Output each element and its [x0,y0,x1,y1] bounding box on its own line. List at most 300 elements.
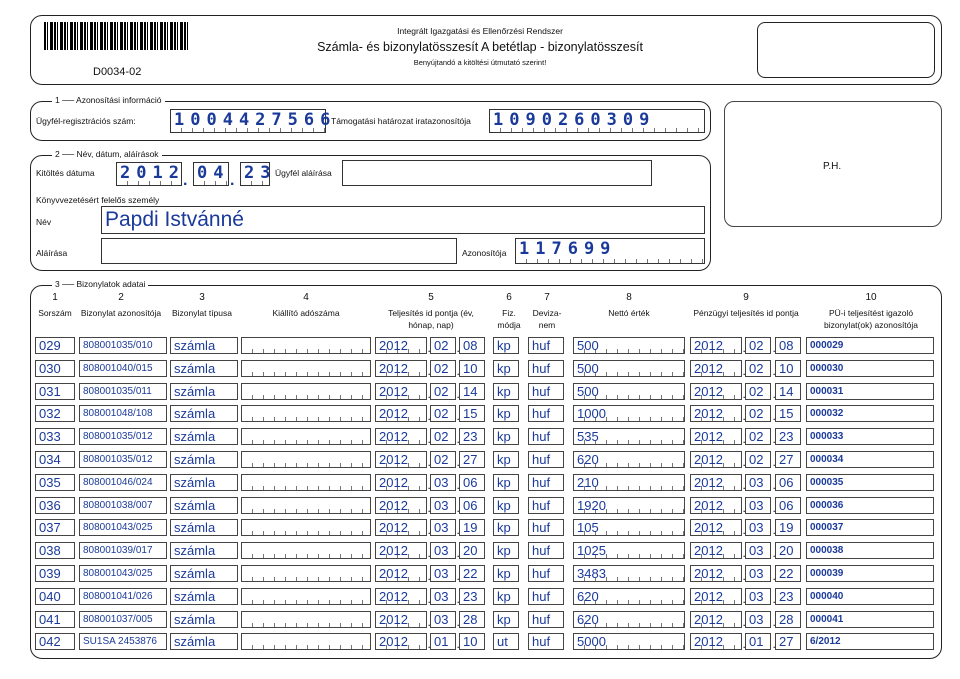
document-id-cell[interactable]: SU1SA 2453876 [79,633,167,650]
currency-cell[interactable]: huf [528,497,564,514]
row-number-cell[interactable]: 034 [35,451,75,468]
fulfillment-date-dot: . [427,500,431,515]
payment-month-cell[interactable]: 03 [745,542,771,559]
column-header: Nettó érték [608,308,650,318]
issuer-tax-id-cell[interactable] [241,474,371,491]
payment-month-cell[interactable]: 03 [745,588,771,605]
fill-date-month[interactable]: 04 [193,162,229,186]
fulfillment-date-dot: . [427,386,431,401]
issuer-tax-id-cell[interactable] [241,588,371,605]
fulfillment-month-cell[interactable]: 03 [430,611,456,628]
net-value-cell[interactable]: 1000 [573,405,685,422]
payment-date-dot: . [772,409,776,424]
signature-label: Aláírása [36,248,68,258]
fulfillment-year-cell[interactable]: 2012 [375,428,427,445]
fulfillment-year-cell[interactable]: 2012 [375,451,427,468]
payment-date-dot: . [772,614,776,629]
fulfillment-date-dot: . [427,409,431,424]
payment-date-dot: . [742,477,746,492]
payment-year-cell[interactable]: 2012 [690,565,742,582]
document-id-cell[interactable]: 808001035/012 [79,451,167,468]
payment-year-cell[interactable]: 2012 [690,383,742,400]
document-type-cell[interactable]: számla [170,451,238,468]
payment-date-dot: . [742,432,746,447]
currency-cell[interactable]: huf [528,360,564,377]
payment-month-cell[interactable]: 02 [745,383,771,400]
date-separator: . [230,172,235,189]
name-field[interactable]: Papdi Istvánné [101,206,705,234]
payment-month-cell[interactable]: 03 [745,497,771,514]
date-separator: . [183,172,188,189]
client-id-field[interactable]: 1004427566 [170,109,326,133]
column-header: Bizonylat azonosítója [80,308,162,318]
section-3-title: 3 ── Bizonylatok adatai [52,279,148,289]
payment-date-dot: . [742,591,746,606]
payment-date-dot: . [742,386,746,401]
fulfillment-year-cell[interactable]: 2012 [375,497,427,514]
payment-year-cell[interactable]: 2012 [690,519,742,536]
fulfillment-date-dot: . [427,591,431,606]
fulfillment-date-dot: . [427,477,431,492]
fulfillment-date-dot: . [427,614,431,629]
payment-document-id-cell[interactable]: 000039 [806,565,934,582]
payment-day-cell[interactable]: 27 [775,633,801,650]
payment-date-dot: . [742,500,746,515]
document-type-cell[interactable]: számla [170,405,238,422]
net-value-cell[interactable]: 535 [573,428,685,445]
fulfillment-date-dot: . [456,614,460,629]
row-number-cell[interactable]: 030 [35,360,75,377]
fulfillment-month-cell[interactable]: 03 [430,588,456,605]
fulfillment-day-cell[interactable]: 19 [459,519,485,536]
issuer-tax-id-cell[interactable] [241,519,371,536]
payment-date-dot: . [742,546,746,561]
payment-method-cell[interactable]: kp [493,405,519,422]
payment-year-cell[interactable]: 2012 [690,474,742,491]
document-type-cell[interactable]: számla [170,565,238,582]
fulfillment-year-cell[interactable]: 2012 [375,611,427,628]
column-header: Fiz. módja [497,308,521,330]
row-number-cell[interactable]: 041 [35,611,75,628]
column-header: Teljesítés id pontja (év, hónap, nap) [388,308,474,330]
payment-year-cell[interactable]: 2012 [690,451,742,468]
net-value-cell[interactable]: 500 [573,360,685,377]
issuer-tax-id-cell[interactable] [241,611,371,628]
fulfillment-month-cell[interactable]: 03 [430,497,456,514]
payment-date-dot: . [772,523,776,538]
section-1-title: 1 ── Azonosítási információ [52,95,165,105]
payment-day-cell[interactable]: 28 [775,611,801,628]
fulfillment-year-cell[interactable]: 2012 [375,542,427,559]
form-title: Számla- és bizonylatösszesít A betétlap - bizonylatösszesít [317,40,643,54]
document-type-cell[interactable]: számla [170,611,238,628]
column-number: 5 [428,292,434,303]
net-value-cell[interactable]: 3483 [573,565,685,582]
payment-document-id-cell[interactable]: 000033 [806,428,934,445]
issuer-tax-id-cell[interactable] [241,497,371,514]
column-number: 4 [303,292,309,303]
net-value-cell[interactable]: 1025 [573,542,685,559]
payment-method-cell[interactable]: kp [493,474,519,491]
payment-method-cell[interactable]: kp [493,383,519,400]
payment-date-dot: . [772,546,776,561]
payment-date-dot: . [742,455,746,469]
net-value-cell[interactable]: 620 [573,611,685,628]
fulfillment-year-cell[interactable]: 2012 [375,633,427,650]
document-type-cell[interactable]: számla [170,428,238,445]
payment-method-cell[interactable]: kp [493,428,519,445]
row-number-cell[interactable]: 042 [35,633,75,650]
payment-method-cell[interactable]: kp [493,588,519,605]
fulfillment-day-cell[interactable]: 22 [459,565,485,582]
payment-date-dot: . [772,386,776,401]
barcode-id-box [757,22,935,78]
fulfillment-month-cell[interactable]: 02 [430,405,456,422]
payment-date-dot: . [772,477,776,492]
payment-year-cell[interactable]: 2012 [690,428,742,445]
fulfillment-year-cell[interactable]: 2012 [375,383,427,400]
payment-document-id-cell[interactable]: 000034 [806,451,934,468]
client-signature-field[interactable] [342,160,652,186]
issuer-tax-id-cell[interactable] [241,383,371,400]
decision-id-field[interactable]: 1090260309 [489,109,705,133]
row-number-cell[interactable]: 035 [35,474,75,491]
decision-id-label: Támogatási határozat iratazonosítója [331,116,471,126]
issuer-tax-id-cell[interactable] [241,542,371,559]
fulfillment-date-dot: . [427,455,431,469]
fulfillment-date-dot: . [427,569,431,583]
column-header: Kiállító adószáma [272,308,340,318]
document-type-cell[interactable]: számla [170,360,238,377]
column-header: Sorszám [38,308,72,318]
column-header: Deviza-nem [532,308,562,330]
payment-month-cell[interactable]: 02 [745,405,771,422]
row-number-cell[interactable]: 037 [35,519,75,536]
fulfillment-month-cell[interactable]: 03 [430,565,456,582]
currency-cell[interactable]: huf [528,451,564,468]
payment-day-cell[interactable]: 06 [775,497,801,514]
currency-cell[interactable]: huf [528,337,564,354]
fulfillment-year-cell[interactable]: 2012 [375,337,427,354]
fulfillment-date-dot: . [427,432,431,447]
document-type-cell[interactable]: számla [170,519,238,536]
currency-cell[interactable]: huf [528,428,564,445]
payment-document-id-cell[interactable]: 000037 [806,519,934,536]
column-number: 9 [743,292,749,303]
column-header: Bizonylat típusa [171,308,232,318]
fulfillment-month-cell[interactable]: 03 [430,519,456,536]
payment-date-dot: . [742,569,746,583]
fulfillment-day-cell[interactable]: 27 [459,451,485,468]
fulfillment-date-dot: . [456,432,460,447]
payment-document-id-cell[interactable]: 000040 [806,588,934,605]
fulfillment-date-dot: . [427,523,431,538]
document-type-cell[interactable]: számla [170,474,238,491]
payment-month-cell[interactable]: 02 [745,428,771,445]
accountant-label: Könyvvezetésért felelős személy [36,195,160,205]
payment-month-cell[interactable]: 01 [745,633,771,650]
row-number-cell[interactable]: 036 [35,497,75,514]
fulfillment-date-dot: . [456,523,460,538]
payment-date-dot: . [772,637,776,652]
payment-document-id-cell[interactable]: 000036 [806,497,934,514]
payment-year-cell[interactable]: 2012 [690,337,742,354]
document-id-cell[interactable]: 808001035/010 [79,337,167,354]
fulfillment-day-cell[interactable]: 08 [459,337,485,354]
payment-date-dot: . [742,409,746,424]
fulfillment-year-cell[interactable]: 2012 [375,565,427,582]
document-type-cell[interactable]: számla [170,588,238,605]
document-id-cell[interactable]: 808001041/026 [79,588,167,605]
net-value-cell[interactable]: 1920 [573,497,685,514]
document-type-cell[interactable]: számla [170,633,238,650]
payment-month-cell[interactable]: 02 [745,451,771,468]
client-signature-label: Ügyfél aláírása [275,168,332,178]
payment-day-cell[interactable]: 27 [775,451,801,468]
document-id-cell[interactable]: 808001039/017 [79,542,167,559]
net-value-cell[interactable]: 500 [573,337,685,354]
document-id-cell[interactable]: 808001048/108 [79,405,167,422]
payment-method-cell[interactable]: kp [493,451,519,468]
payment-date-dot: . [742,614,746,629]
fulfillment-day-cell[interactable]: 14 [459,383,485,400]
fill-date-label: Kitöltés dátuma [36,168,95,178]
currency-cell[interactable]: huf [528,633,564,650]
currency-cell[interactable]: huf [528,405,564,422]
payment-document-id-cell[interactable]: 000030 [806,360,934,377]
payment-method-cell[interactable]: kp [493,360,519,377]
payment-year-cell[interactable]: 2012 [690,633,742,650]
row-number-cell[interactable]: 039 [35,565,75,582]
fill-date-year[interactable]: 2012 [116,162,182,186]
document-id-cell[interactable]: 808001043/025 [79,519,167,536]
payment-document-id-cell[interactable]: 000041 [806,611,934,628]
fulfillment-date-dot: . [456,341,460,355]
fulfillment-day-cell[interactable]: 10 [459,633,485,650]
net-value-cell[interactable]: 620 [573,588,685,605]
payment-document-id-cell[interactable]: 000038 [806,542,934,559]
fulfillment-day-cell[interactable]: 23 [459,428,485,445]
fulfillment-month-cell[interactable]: 02 [430,337,456,354]
currency-cell[interactable]: huf [528,519,564,536]
stamp-label: P.H. [823,161,842,172]
fulfillment-year-cell[interactable]: 2012 [375,588,427,605]
issuer-tax-id-cell[interactable] [241,337,371,354]
fulfillment-date-dot: . [456,569,460,583]
fulfillment-date-dot: . [456,500,460,515]
accountant-id-label: Azonosítója [462,248,507,258]
issuer-tax-id-cell[interactable] [241,633,371,650]
payment-year-cell[interactable]: 2012 [690,542,742,559]
payment-month-cell[interactable]: 03 [745,611,771,628]
fulfillment-month-cell[interactable]: 02 [430,451,456,468]
currency-cell[interactable]: huf [528,588,564,605]
payment-date-dot: . [742,363,746,378]
net-value-cell[interactable]: 500 [573,383,685,400]
issuer-tax-id-cell[interactable] [241,428,371,445]
fulfillment-date-dot: . [427,546,431,561]
payment-day-cell[interactable]: 15 [775,405,801,422]
payment-day-cell[interactable]: 20 [775,542,801,559]
fulfillment-month-cell[interactable]: 02 [430,428,456,445]
system-name: Integrált Igazgatási és Ellenőrzési Rendszer [397,26,563,36]
fulfillment-year-cell[interactable]: 2012 [375,474,427,491]
fulfillment-month-cell[interactable]: 02 [430,383,456,400]
row-number-cell[interactable]: 029 [35,337,75,354]
payment-method-cell[interactable]: kp [493,497,519,514]
payment-year-cell[interactable]: 2012 [690,360,742,377]
document-type-cell[interactable]: számla [170,337,238,354]
net-value-cell[interactable]: 5000 [573,633,685,650]
document-id-cell[interactable]: 808001043/025 [79,565,167,582]
column-header: PÜ-i teljesítést igazoló bizonylat(ok) azonosítója [823,308,919,330]
document-id-cell[interactable]: 808001038/007 [79,497,167,514]
payment-day-cell[interactable]: 10 [775,360,801,377]
currency-cell[interactable]: huf [528,474,564,491]
document-id-cell[interactable]: 808001035/011 [79,383,167,400]
section-2-title: 2 ── Név, dátum, aláírások [52,149,162,159]
payment-year-cell[interactable]: 2012 [690,611,742,628]
client-id-label: Ügyfél-regisztrációs szám: [36,116,136,126]
row-number-cell[interactable]: 038 [35,542,75,559]
payment-month-cell[interactable]: 03 [745,565,771,582]
payment-date-dot: . [772,569,776,583]
fulfillment-month-cell[interactable]: 03 [430,474,456,491]
currency-cell[interactable]: huf [528,542,564,559]
payment-date-dot: . [772,341,776,355]
row-number-cell[interactable]: 032 [35,405,75,422]
payment-month-cell[interactable]: 03 [745,519,771,536]
payment-method-cell[interactable]: kp [493,542,519,559]
payment-document-id-cell[interactable]: 000035 [806,474,934,491]
payment-document-id-cell[interactable]: 000032 [806,405,934,422]
net-value-cell[interactable]: 105 [573,519,685,536]
column-number: 6 [506,292,512,303]
form-note: Benyújtandó a kitöltési útmutató szerint! [413,58,547,67]
payment-month-cell[interactable]: 02 [745,337,771,354]
issuer-tax-id-cell[interactable] [241,451,371,468]
document-id-cell[interactable]: 808001037/005 [79,611,167,628]
payment-method-cell[interactable]: kp [493,337,519,354]
fulfillment-date-dot: . [456,591,460,606]
fulfillment-date-dot: . [456,477,460,492]
fulfillment-month-cell[interactable]: 03 [430,542,456,559]
payment-method-cell[interactable]: ut [493,633,519,650]
fulfillment-day-cell[interactable]: 06 [459,474,485,491]
payment-year-cell[interactable]: 2012 [690,497,742,514]
fulfillment-day-cell[interactable]: 28 [459,611,485,628]
payment-method-cell[interactable]: kp [493,565,519,582]
payment-day-cell[interactable]: 23 [775,428,801,445]
payment-year-cell[interactable]: 2012 [690,405,742,422]
net-value-cell[interactable]: 620 [573,451,685,468]
currency-cell[interactable]: huf [528,611,564,628]
fulfillment-day-cell[interactable]: 10 [459,360,485,377]
column-number: 10 [865,292,877,303]
document-type-cell[interactable]: számla [170,497,238,514]
payment-year-cell[interactable]: 2012 [690,588,742,605]
payment-method-cell[interactable]: kp [493,519,519,536]
payment-date-dot: . [742,523,746,538]
issuer-tax-id-cell[interactable] [241,405,371,422]
row-number-cell[interactable]: 031 [35,383,75,400]
document-id-cell[interactable]: 808001040/015 [79,360,167,377]
payment-month-cell[interactable]: 03 [745,474,771,491]
payment-day-cell[interactable]: 06 [775,474,801,491]
fulfillment-day-cell[interactable]: 20 [459,542,485,559]
form-code: D0034-02 [93,66,142,78]
currency-cell[interactable]: huf [528,565,564,582]
column-header: Pénzügyi teljesítés id pontja [693,308,799,318]
row-number-cell[interactable]: 040 [35,588,75,605]
fulfillment-day-cell[interactable]: 15 [459,405,485,422]
fill-date-day[interactable]: 23 [240,162,270,186]
name-label: Név [36,217,52,227]
fulfillment-day-cell[interactable]: 06 [459,497,485,514]
barcode-image [44,22,189,50]
fulfillment-date-dot: . [427,363,431,378]
payment-document-id-cell[interactable]: 000029 [806,337,934,354]
payment-day-cell[interactable]: 19 [775,519,801,536]
payment-document-id-cell[interactable]: 6/2012 [806,633,934,650]
payment-day-cell[interactable]: 23 [775,588,801,605]
column-number: 3 [199,292,205,303]
fulfillment-year-cell[interactable]: 2012 [375,405,427,422]
net-value-cell[interactable]: 210 [573,474,685,491]
payment-date-dot: . [772,500,776,515]
payment-day-cell[interactable]: 08 [775,337,801,354]
fulfillment-date-dot: . [456,409,460,424]
row-number-cell[interactable]: 033 [35,428,75,445]
column-number: 7 [544,292,550,303]
column-number: 8 [626,292,632,303]
payment-date-dot: . [742,341,746,355]
payment-month-cell[interactable]: 02 [745,360,771,377]
payment-day-cell[interactable]: 14 [775,383,801,400]
fulfillment-date-dot: . [427,341,431,355]
document-id-cell[interactable]: 808001046/024 [79,474,167,491]
payment-document-id-cell[interactable]: 000031 [806,383,934,400]
payment-date-dot: . [772,591,776,606]
fulfillment-year-cell[interactable]: 2012 [375,360,427,377]
payment-method-cell[interactable]: kp [493,611,519,628]
payment-date-dot: . [742,637,746,652]
payment-date-dot: . [772,455,776,469]
currency-cell[interactable]: huf [528,383,564,400]
fulfillment-date-dot: . [427,637,431,652]
fulfillment-date-dot: . [456,386,460,401]
payment-date-dot: . [772,363,776,378]
fulfillment-month-cell[interactable]: 02 [430,360,456,377]
issuer-tax-id-cell[interactable] [241,360,371,377]
fulfillment-date-dot: . [456,455,460,469]
payment-date-dot: . [772,432,776,447]
issuer-tax-id-cell[interactable] [241,565,371,582]
accountant-id-field[interactable]: 117699 [515,238,705,264]
fulfillment-date-dot: . [456,363,460,378]
document-type-cell[interactable]: számla [170,542,238,559]
column-number: 2 [118,292,124,303]
document-id-cell[interactable]: 808001035/012 [79,428,167,445]
fulfillment-date-dot: . [456,546,460,561]
fulfillment-year-cell[interactable]: 2012 [375,519,427,536]
payment-day-cell[interactable]: 22 [775,565,801,582]
document-type-cell[interactable]: számla [170,383,238,400]
fulfillment-month-cell[interactable]: 01 [430,633,456,650]
signature-field[interactable] [101,238,457,264]
fulfillment-day-cell[interactable]: 23 [459,588,485,605]
fulfillment-date-dot: . [456,637,460,652]
